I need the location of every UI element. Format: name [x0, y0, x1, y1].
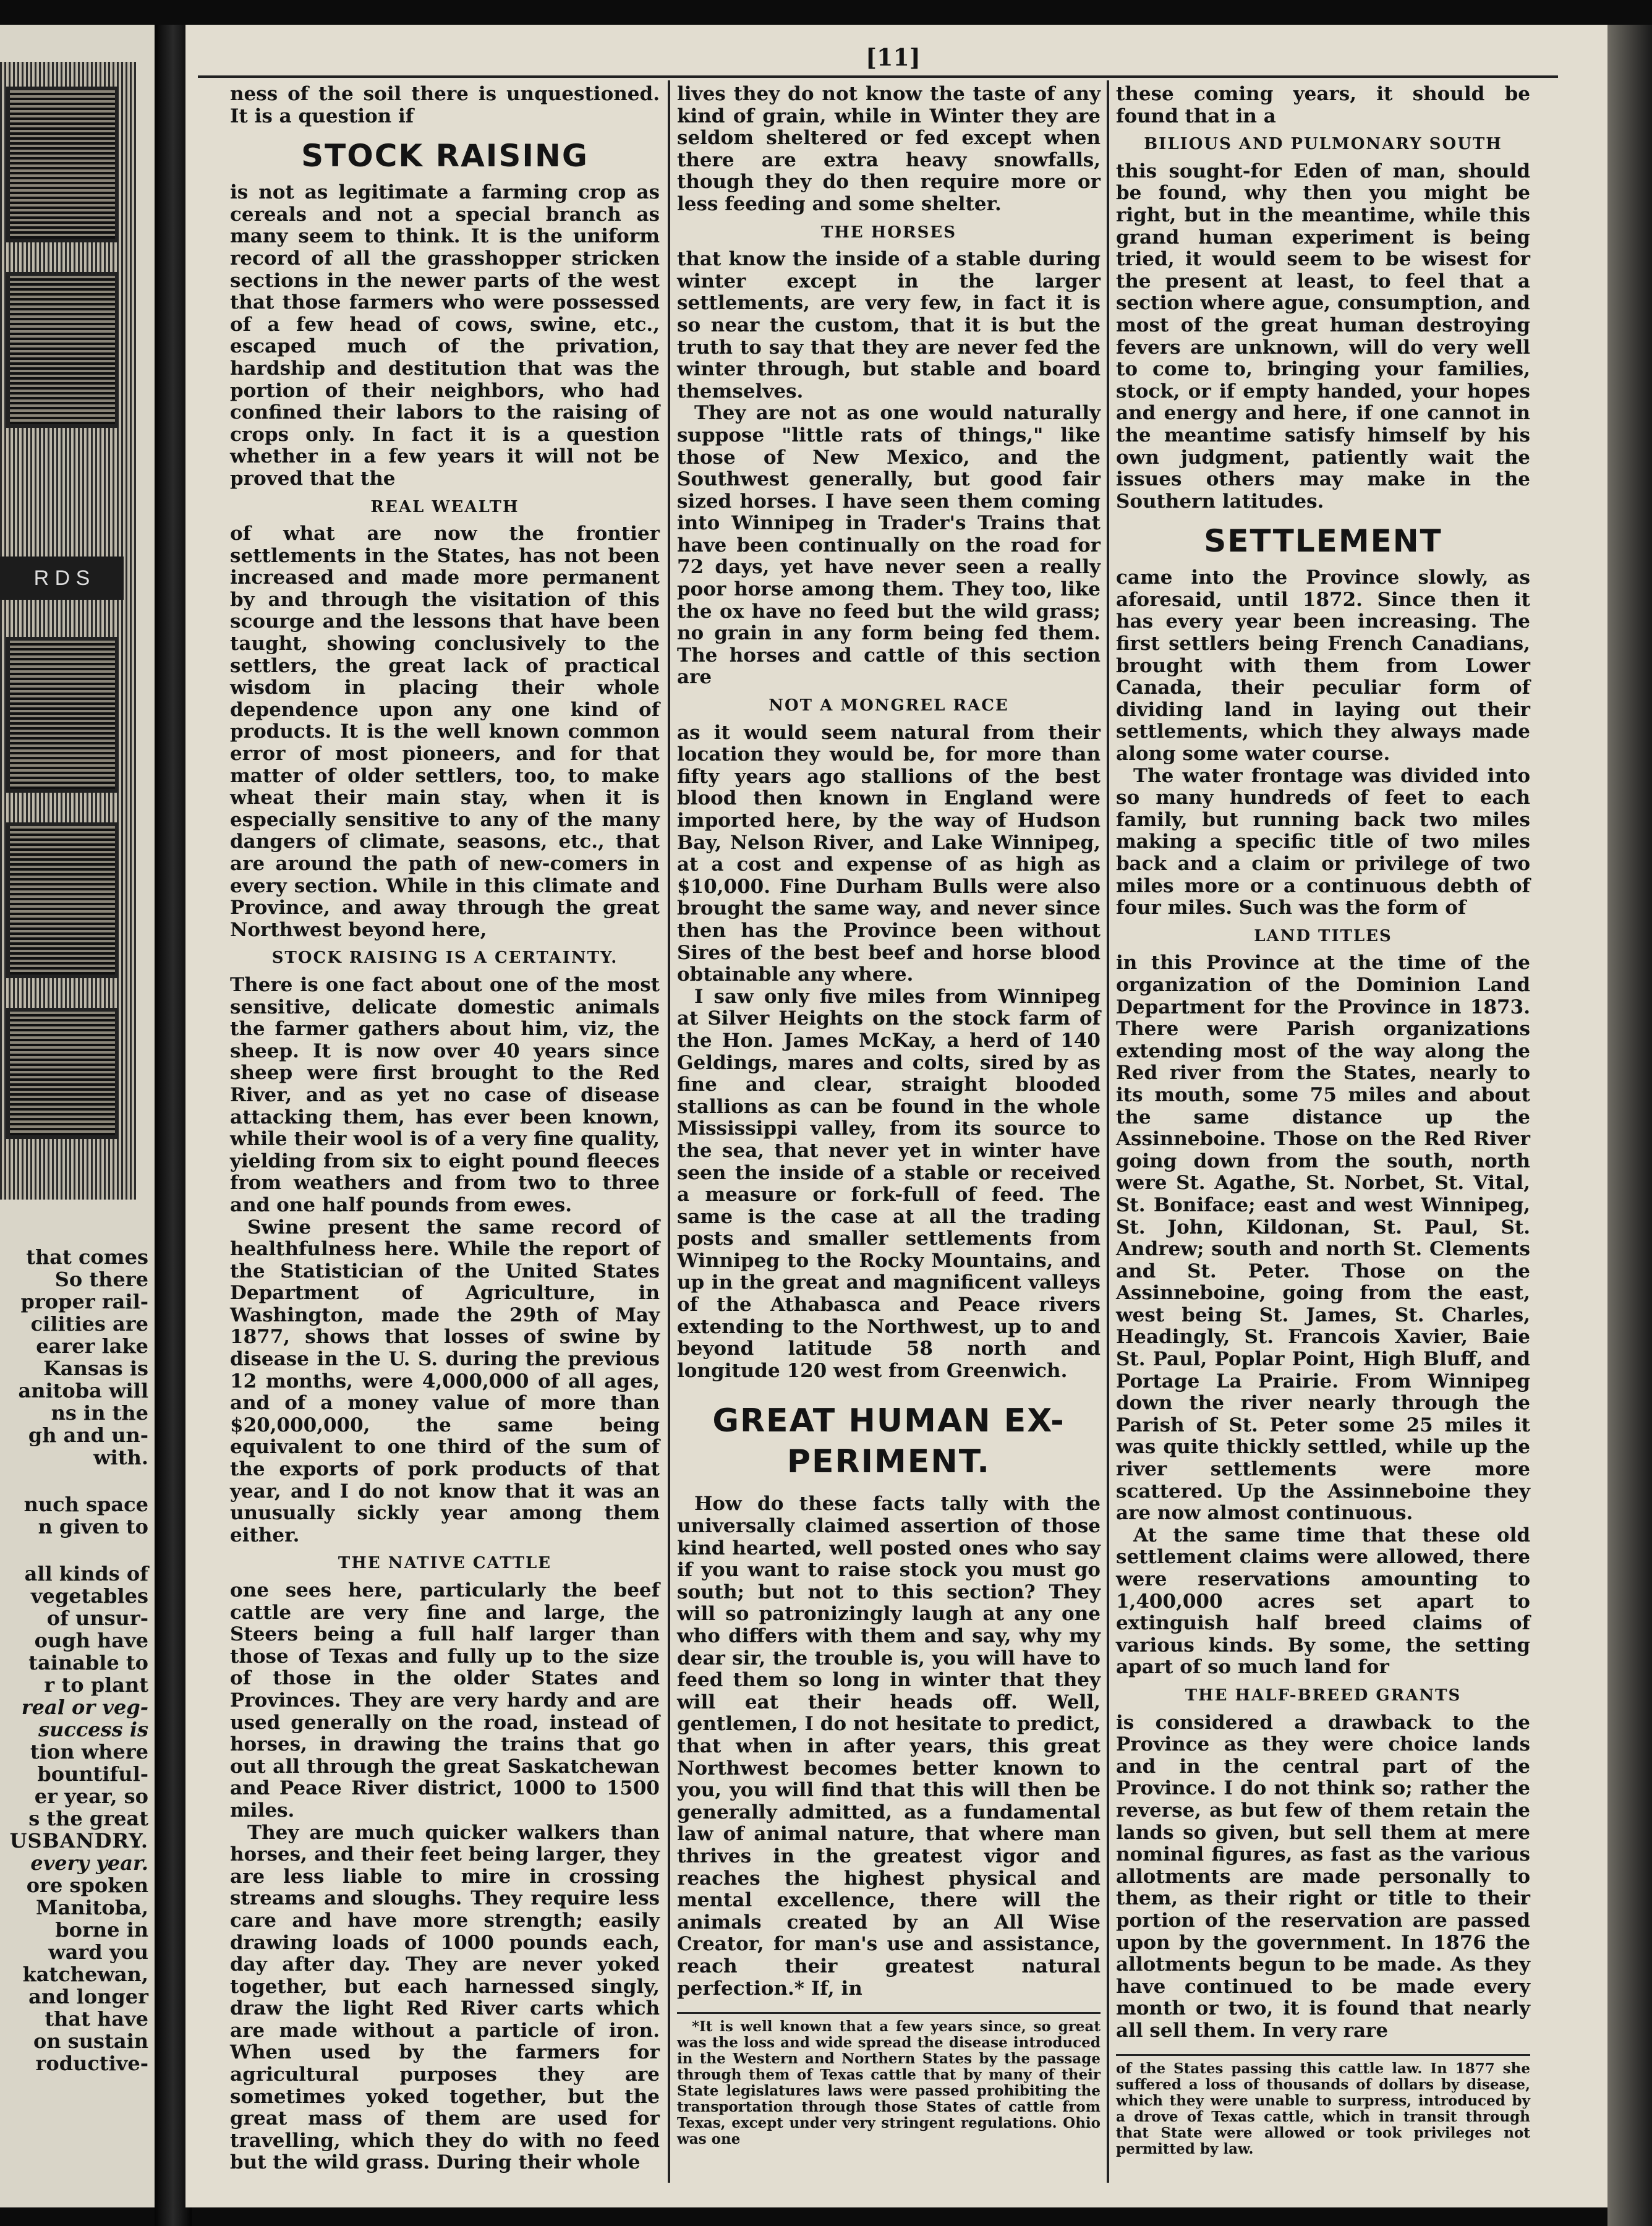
subheading: THE HORSES — [821, 223, 956, 242]
paragraph: I saw only five miles from Winnipeg at Silver Heights on the stock farm of the Hon. James McKay, a herd of 140 Geldings, mares and colts, sired by as fine and clear, straight blooded stallions as can be found in the whole Mississippi valley, from its source to the sea, that never yet in winter have seen the inside of a stable or received a measure or fork-full of feed. The same is the case at all the trading posts and smaller settlements from Winnipeg to the Rocky Mountains, and up in the great and magnificent valleys of the Athabasca and Peace rivers extending to the Northwest, up to and beyond latitude 58 north and longitude 120 west from Greenwich. — [677, 985, 1101, 1382]
page-number: [11] — [866, 43, 921, 71]
footnote — [1116, 2054, 1530, 2157]
engraving-window — [6, 87, 119, 242]
section-heading: SETTLEMENT — [1204, 523, 1442, 560]
paragraph: one sees here, particularly the beef cattle are very fine and large, the Steers being a full half larger than those of Texas and fully up to the size of those in the older States and Provinces. They are very hardy and are used generally on the road, instead of horses, in drawing the trains that go out all through the great Saskatchewan and Peace River district, 1000 to 1500 miles. — [230, 1579, 660, 1822]
facing-page-line: bountiful- — [37, 1762, 148, 1786]
facing-page-gap — [0, 1538, 148, 1563]
paragraph: that know the inside of a stable during winter except in the larger settlements, are very few, in fact it is so near the custom, that it is but the truth to say that they are never fed the winter through, but stable and board themselves. — [677, 248, 1101, 403]
paragraph: of what are now the frontier settlements in the States, has not been increased and made more permanent by and through the visitation of this scourge and the lessons that have been taught, showing conclusively to the settlers, the great lack of practical wisdom in placing their whole dependence upon any one kind of products. It is the well known common error of most pioneers, and for that matter of older settlers, too, to make wheat their main stay, when it is especially sensitive to any of the many dangers of climate, seasons, etc., that are around the path of new-comers in every section. While in this climate and Province, and away through the great Northwest beyond here, — [230, 522, 660, 941]
facing-page-line: on sustain — [33, 2029, 148, 2053]
facing-page-line: real or veg- — [21, 1695, 148, 1719]
engraving-sign: R D S — [0, 556, 124, 600]
paragraph: these coming years, it should be found that in a — [1116, 83, 1530, 127]
subheading: BILIOUS AND PULMONARY SOUTH — [1144, 135, 1502, 154]
facing-page-line: all kinds of — [24, 1562, 148, 1585]
facing-page-line: r to plant — [44, 1673, 148, 1697]
facing-page-line: that comes — [26, 1245, 148, 1269]
facing-page-gap — [0, 1469, 148, 1493]
section-heading: STOCK RAISING — [301, 138, 589, 174]
facing-page-line: Manitoba, — [36, 1896, 148, 1919]
facing-page-column — [0, 1246, 148, 2075]
facing-page-line: with. — [93, 1446, 148, 1469]
facing-page-line: n given to — [38, 1515, 148, 1538]
facing-page-line: nuch space — [23, 1493, 148, 1516]
footnote-text: *It is well known that a few years since, so great was the loss and wide spread the disease introduced in the Western and Northern States by the passage through them of Texas cattle that by many of their State legislatures laws were passed prohibiting the transportation through those States of cattle from Texas, except under very stringent regulations. Ohio was one — [677, 2018, 1101, 2148]
facing-page-line: anitoba will — [18, 1379, 148, 1402]
engraving-window — [6, 822, 119, 978]
facing-page-line: gh and un- — [28, 1423, 148, 1447]
facing-page-line: ore spoken — [26, 1874, 148, 1897]
facing-page-line: cilities are — [30, 1312, 148, 1336]
subheading: STOCK RAISING IS A CERTAINTY. — [271, 949, 618, 968]
engraving-window — [6, 272, 119, 428]
heading-line: GREAT HUMAN EX- — [712, 1402, 1065, 1440]
paragraph: in this Province at the time of the organization of the Dominion Land Department for the Province in 1873. There were Parish organizations extending most of the way along the Red river from the States, nearly to its mouth, some 75 miles and about the same distance up the Assinneboine. Those on the Red River going down from the south, north were St. Agathe, St. Norbet, St. Vital, St. Boniface; east and west Winnipeg, St. John, Kildonan, St. Paul, St. Andrew; south and north St. Clements and St. Peter. Those on the Assinneboine, going from the east, west being St. James, St. Charles, Headingly, St. Francois Xavier, Baie St. Paul, Poplar Point, High Bluff, and Portage La Prairie. From Winnipeg down the river nearly through the Parish of St. Peter some 25 miles it was quite thickly settled, while up the river settlements were more scattered. Up the Assinneboine they are now almost continuous. — [1116, 952, 1530, 1525]
facing-page-line: every year. — [30, 1851, 148, 1875]
paragraph: They are not as one would naturally suppose "little rats of things," like those of New Mexico, and the Southwest generally, but good fair sized horses. I have seen them coming into Winnipeg in Trader's Trains that have been continually on the road for 72 days, yet have never seen a really poor horse among them. They too, like the ox have no feed but the wild grass; no grain in any form being fed them. The horses and cattle of this section are — [677, 402, 1101, 689]
column-1 — [230, 83, 660, 2174]
facing-page-line: proper rail- — [20, 1290, 148, 1313]
facing-page-line: tion where — [30, 1740, 148, 1763]
column-rule — [668, 80, 670, 2183]
footnote-text: of the States passing this cattle law. In 1877 she suffered a loss of thousands of dollars by disease, which they were unable to surpress, introduced by a drove of Texas cattle, which in transit through that State were allowed or took privileges not permitted by law. — [1116, 2060, 1530, 2158]
paragraph: Swine present the same record of healthfulness here. While the report of the Statistician of the United States Department of Agriculture, in Washington, made the 29th of May 1877, shows that losses of swine by disease in the U. S. during the previous 12 months, were 4,000,000 of all ages, and of a money value of more than $20,000,000, the same being equivalent to one third of the sum of the exports of pork products of that year, and I do not know that it was an unusually sickly year among them either. — [230, 1216, 660, 1546]
facing-page-line: roductive- — [35, 2052, 148, 2075]
facing-page-line: and longer — [28, 1985, 148, 2008]
paragraph: as it would seem natural from their location they would be, for more than fifty years ago stallions of the best blood then known in England were imported here, by the way of Hudson Bay, Nelson River, and Lake Winnipeg, at a cost and expense of as high as $10,000. Fine Durham Bulls were also brought the same way, and never since then has the Province been without Sires of the best beef and horse blood obtainable any where. — [677, 721, 1101, 986]
paragraph: came into the Province slowly, as aforesaid, until 1872. Since then it has every year been increasing. The first settlers being French Canadians, brought with them from Lower Canada, their peculiar form of dividing land in laying out their settlements, which they always made along some water course. — [1116, 566, 1530, 765]
paragraph: this sought-for Eden of man, should be found, why then you might be right, but in the meantime, while this grand human experiment is being tried, it would seem to be wisest for the present at least, to feel that a section where ague, consumption, and most of the great human destroying fevers are unknown, will do very well to come to, bringing your families, stock, or if empty handed, your hopes and energy and here, if one cannot in the meantime satisfy himself by his own judgment, patiently wait the issues others may make in the Southern latitudes. — [1116, 160, 1530, 513]
building-engraving — [0, 62, 136, 1200]
subheading: REAL WEALTH — [370, 497, 519, 516]
facing-page-line: s the great — [28, 1807, 148, 1830]
facing-page-line: ns in the — [51, 1401, 148, 1425]
paragraph: At the same time that these old settlement claims were allowed, there were reservations amounting to 1,400,000 acres set apart to extinguish half breed claims of various kinds. By some, the setting apart of so much land for — [1116, 1524, 1530, 1679]
page-edge — [1607, 25, 1652, 2226]
facing-page-line: vegetables — [30, 1584, 148, 1608]
facing-page-line: USBANDRY. — [9, 1829, 148, 1853]
engraving-window — [6, 637, 119, 793]
footnote — [677, 2012, 1101, 2147]
subheading: LAND TITLES — [1254, 926, 1392, 945]
facing-page-line: ough have — [34, 1629, 148, 1652]
paragraph: How do these facts tally with the universally claimed assertion of those kind hearted, well posted ones who say if you want to raise stock you must go south; but not to this section? They will so patronizingly laugh at any one who differs with them and say, why my dear sir, the trouble is, you will have to feed them so long in winter that they will eat their heads off. Well, gentlemen, I do not hesitate to predict, that when in after years, this great Northwest becomes better known to you, you will find that this will then be generally admitted, as a fundamental law of animal nature, that where man thrives in the greatest vigor and reaches the highest physical and mental excellence, there will the animals created by an All Wise Creator, for man's use and assistance, reach their greatest natural perfection.* If, in — [677, 1493, 1101, 2000]
subheading: THE NATIVE CATTLE — [338, 1554, 552, 1573]
section-heading — [677, 1401, 1101, 1482]
facing-page-line: success is — [38, 1718, 148, 1741]
facing-page-line: katchewan, — [22, 1963, 148, 1986]
column-rule — [1107, 80, 1109, 2183]
facing-page-line: ward you — [48, 1940, 148, 1964]
subheading: THE HALF-BREED GRANTS — [1185, 1686, 1462, 1705]
facing-page-line: earer lake — [36, 1334, 148, 1358]
paragraph: There is one fact about one of the most sensitive, delicate domestic animals the farmer gathers about him, viz, the sheep. It is now over 40 years since sheep were first brought to the Red River, and as yet no case of disease attacking them, has ever been known, while their wool is of a very fine quality, yielding from six to eight pound fleeces from weathers and from two to three and one half pounds from ewes. — [230, 973, 660, 1216]
facing-page-line: tainable to — [28, 1651, 148, 1674]
facing-page-line: Kansas is — [43, 1357, 148, 1380]
subheading: NOT A MONGREL RACE — [769, 696, 1009, 715]
paragraph: ness of the soil there is unquestioned. It is a question if — [230, 83, 660, 127]
paragraph: They are much quicker walkers than horses, and their feet being larger, they are less liable to mire in crossing streams and sloughs. They require less care and have more strength; easily drawing loads of 1000 pounds each, day after day. They are never yoked together, but each harnessed singly, draw the light Red River carts which are made without a particle of iron. When used by the farmers for agricultural purposes they are sometimes yoked together, but the great mass of them are used for travelling, which they do with no feed but the wild grass. During their whole — [230, 1821, 660, 2174]
column-3 — [1116, 83, 1530, 2157]
paragraph: The water frontage was divided into so many hundreds of feet to each family, but running back two miles making a specific title of two miles back and a claim or privilege of two miles more or a continuous debth of four miles. Such was the form of — [1116, 764, 1530, 919]
paragraph: lives they do not know the taste of any kind of grain, while in Winter they are seldom sheltered or fed except when there are extra heavy snowfalls, though they do then require more or less feeding and some shelter. — [677, 83, 1101, 215]
facing-page-line: So there — [54, 1268, 148, 1291]
heading-line: PERIMENT. — [786, 1443, 991, 1481]
engraving-window — [6, 1008, 119, 1139]
facing-page-line: that have — [45, 2007, 148, 2031]
facing-page-line: borne in — [55, 1918, 148, 1942]
facing-page-line: er year, so — [34, 1785, 148, 1808]
facing-page-fragment — [0, 25, 155, 2207]
header-rule — [198, 75, 1558, 78]
paragraph: is not as legitimate a farming crop as cereals and not a special branch as many seem to think. It is the uniform record of all the grasshopper stricken sections in the newer parts of the west that those farmers who were possessed of a few head of cows, swine, etc., escaped much of the privation, hardship and destitution that was the portion of their neighbors, who had confined their labors to the raising of crops only. In fact it is a question whether in a few years it will not be proved that the — [230, 181, 660, 490]
paragraph: is considered a drawback to the Province as they were choice lands and in the central part of the Province. I do not think so; rather the reverse, as but few of them retain the lands so given, but sell them at mere nominal figures, as fast as the various allotments are made personally to them, as their right or title to their portion of the reservation are passed upon by the government. In 1876 the allotments begun to be made. As they have continued to be made every month or two, it is found that nearly all sell them. In very rare — [1116, 1711, 1530, 2042]
column-2 — [677, 83, 1101, 2147]
facing-page-line: of unsur- — [46, 1606, 148, 1630]
